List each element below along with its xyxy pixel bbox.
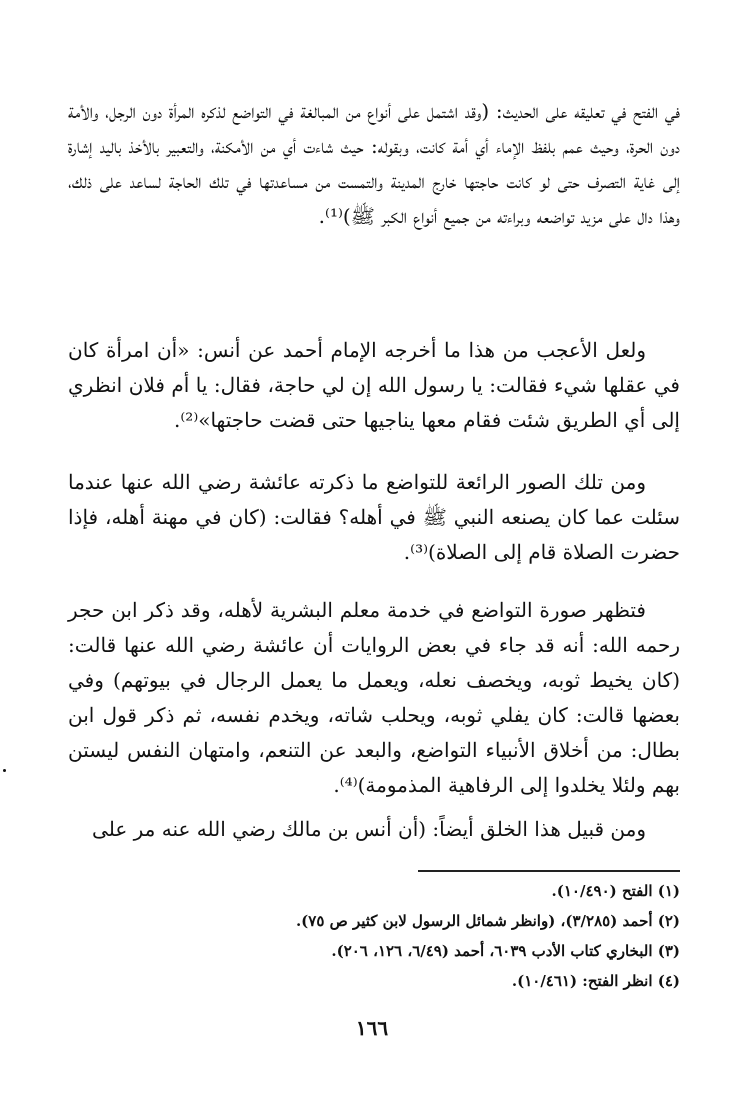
paragraph-anas-narration: ولعل الأعجب من هذا ما أخرجه الإمام أحمد عن أنس: «أن امرأة كان في عقلها شيء فقالت: يا رسول الله إن لي حاجة، فقال: يا أم فلان انظري إلى أي الطريق شئت فقام معها يناجيها حتى قضت حاجتها»⁽²⁾. xyxy=(68,338,680,432)
footnote-3: (٣) البخاري كتاب الأدب ٦٠٣٩، أحمد (٦/٤٩، ١٢٦، ٢٠٦). xyxy=(331,942,680,960)
paragraph-anas-continuation: ومن قبيل هذا الخلق أيضاً: (أن أنس بن مالك رضي الله عنه مر على xyxy=(92,817,646,841)
paragraph-ibn-hajar: فتظهر صورة التواضع في خدمة معلم البشرية لأهله، وقد ذكر ابن حجر رحمه الله: أنه قد جاء في بعض الروايات أن عائشة رضي الله عنها قالت:(كان يخيط ثوبه، ويخصف نعله، ويعمل ما يعمل الرجال في بيوتهم) وفي بعضها قالت: كان يفلي ثوبه، ويحلب شاته، ويخدم نفسه، ثم ذكر قول ابن بطال: من أخلاق الأنبياء التواضع، والبعد عن التنعم، وامتهان النفس ليستن بهم ولئلا يخلدوا إلى الرفاهية المذمومة)⁽⁴⁾. xyxy=(68,598,681,797)
margin-mark xyxy=(3,769,6,772)
paragraph-aisha-narration: ومن تلك الصور الرائعة للتواضع ما ذكرته عائشة رضي الله عنها عندما سئلت عما كان يصنعه النبي ﷺ في أهله؟ فقالت: (كان في مهنة أهله، فإذا حضرت الصلاة قام إلى الصلاة)⁽³⁾. xyxy=(68,470,680,564)
paragraph-fath-commentary: في الفتح في تعليقه على الحديث: (وقد اشتمل على أنواع من المبالغة في التواضع لذكره المرأة دون الرجل، والأمة دون الحرة، وحيث عمم بلفظ الإماء أي أمة كانت، وبقوله: حيث شاءت أي من الأمكنة، والتعبير بالأخذ باليد إشارة إلى غاية التصرف حتى لو كانت حاجتها خارج المدينة والتمست من مساعدتها في تلك الحاجة لساعد على ذلك، وهذا دال على مزيد تواضعه وبراءته من جميع أنواع الكبر ﷺ)⁽¹⁾. xyxy=(68,99,680,228)
footnote-2: (٢) أحمد (٣/٢٨٥)، (وانظر شمائل الرسول لابن كثير ص ٧٥). xyxy=(295,912,680,930)
footnote-4: (٤) انظر الفتح: (١٠/٤٦١). xyxy=(511,972,680,990)
footnotes-list xyxy=(250,876,680,996)
footnote-1: (١) الفتح (١٠/٤٩٠). xyxy=(551,882,680,900)
footnote-divider xyxy=(418,870,680,872)
page-number: ١٦٦ xyxy=(355,1016,389,1040)
